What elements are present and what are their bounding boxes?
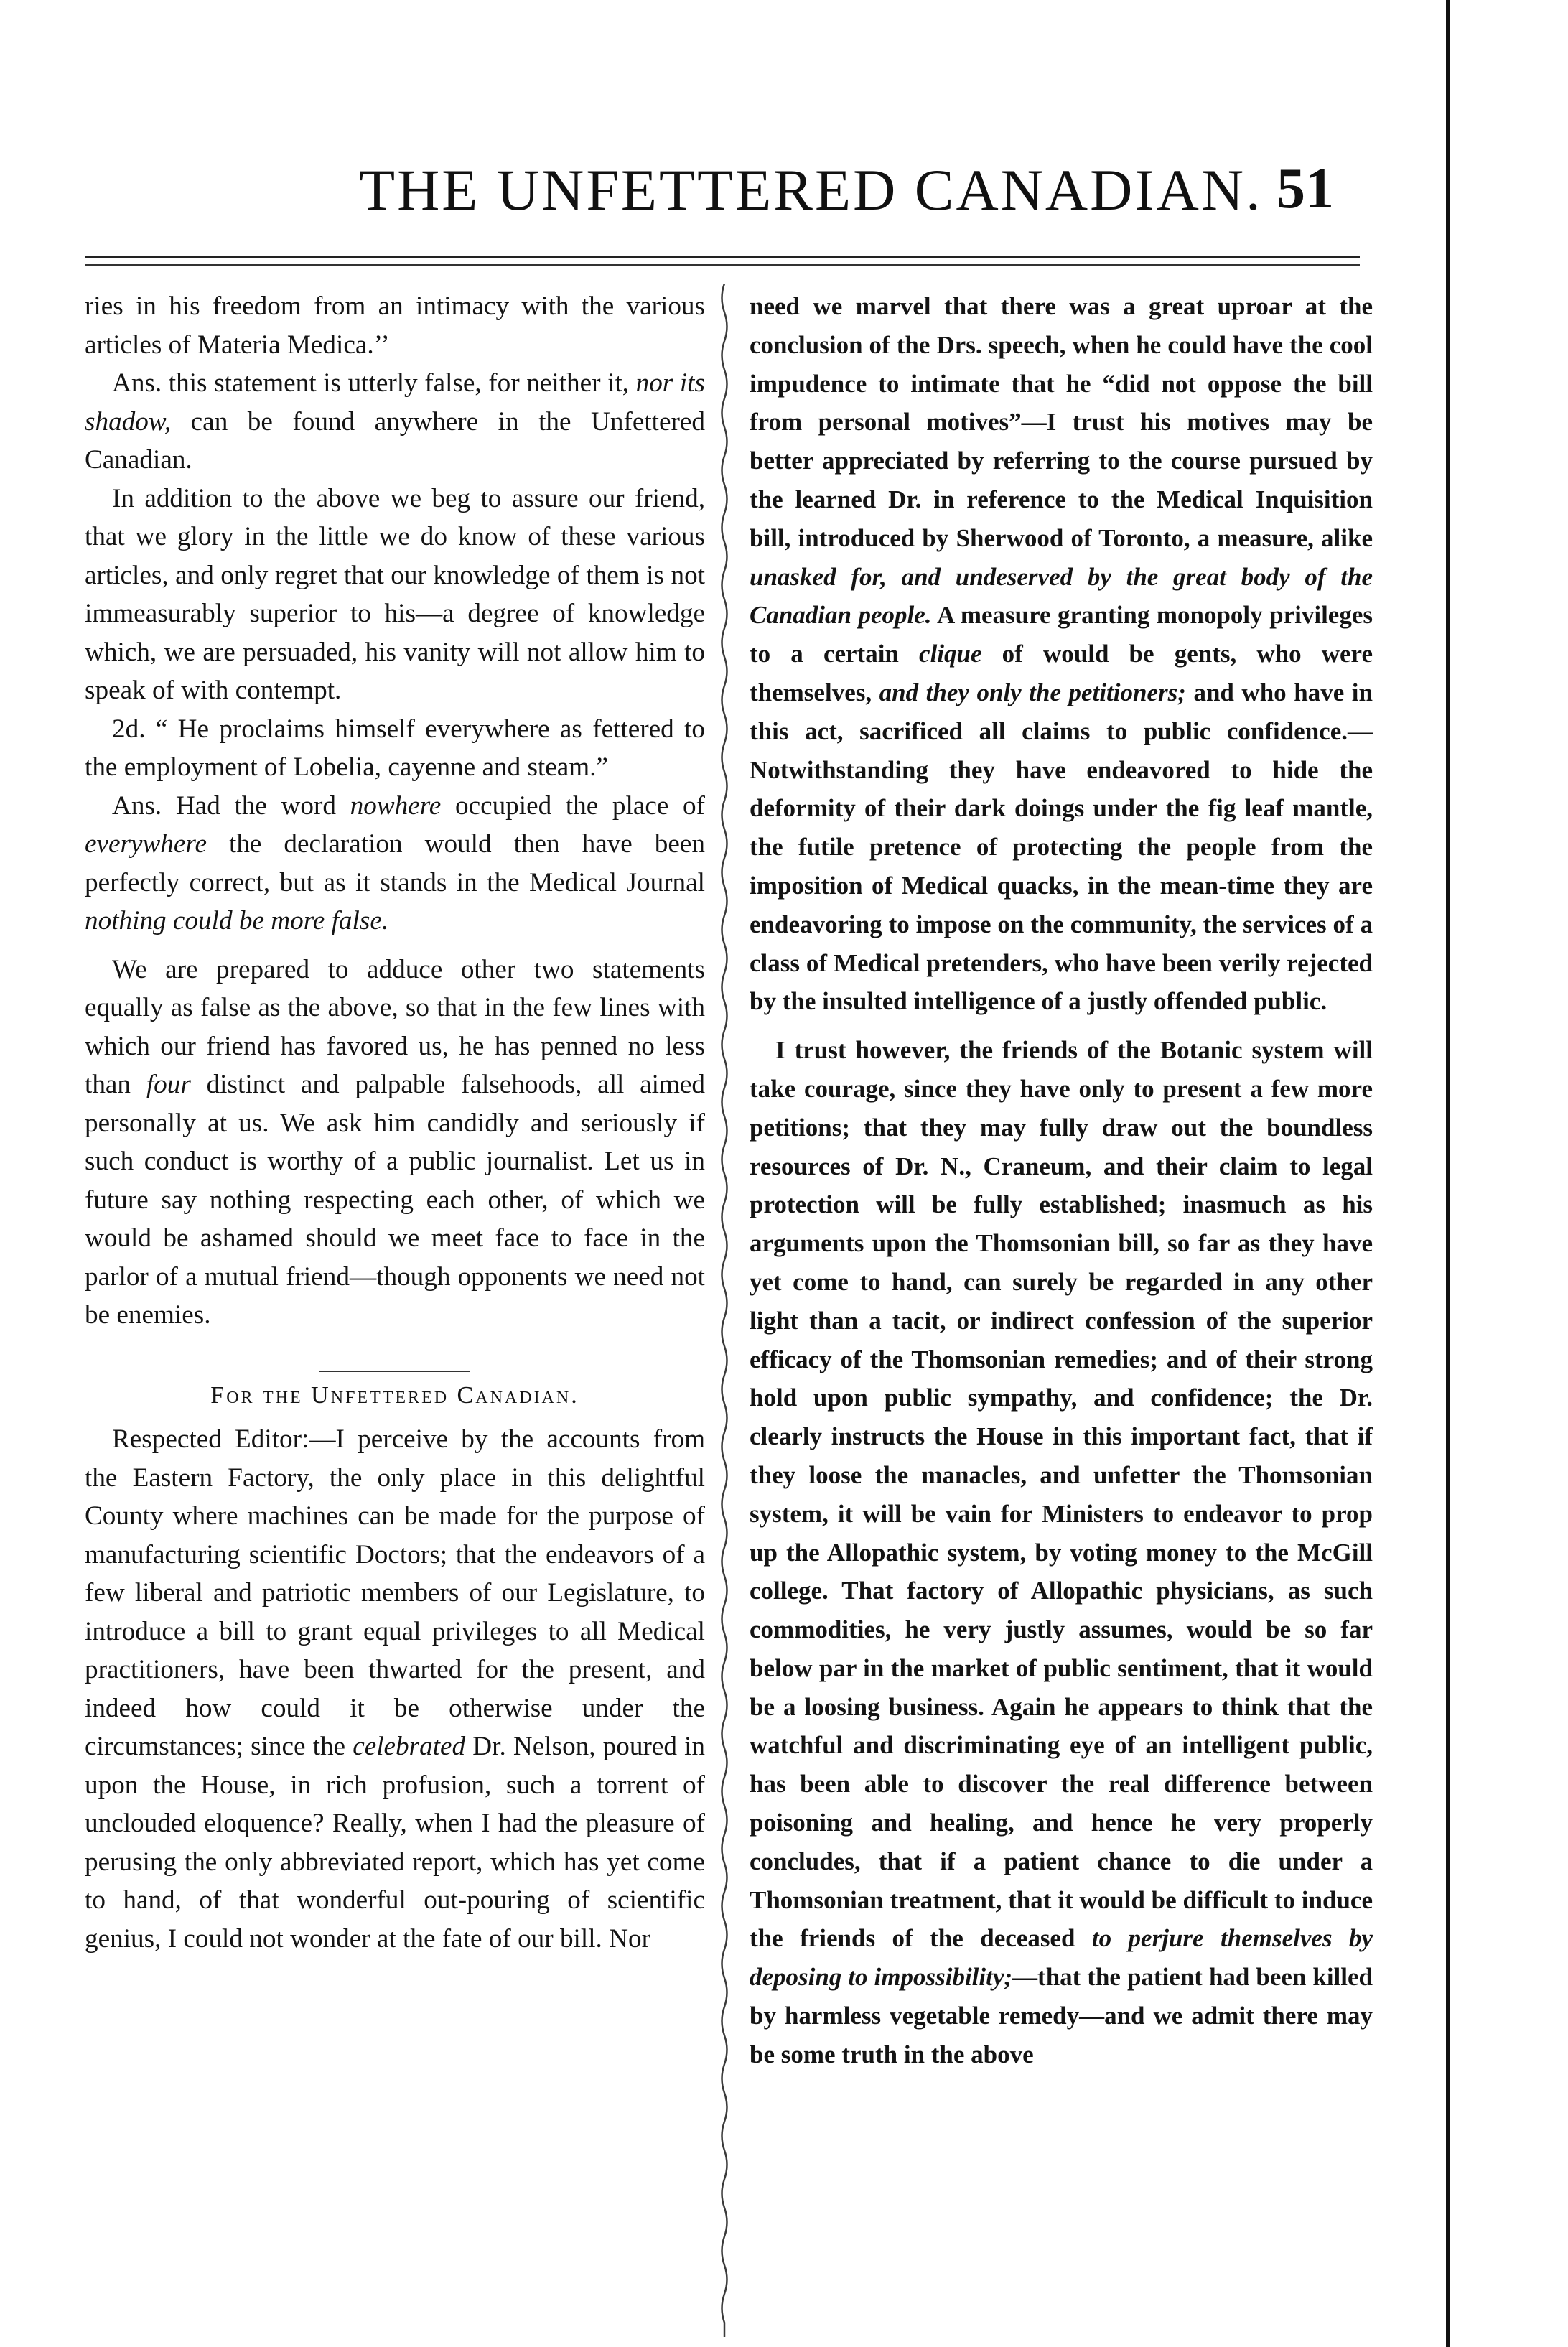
left-p7-text-b: Dr. Nelson, poured in upon the House, in rich profusion, such a torrent of unclouded eloquence? Really, when I had the pleasure of perusing the only abbreviated report, which has yet come to hand, of that wonderful out-pouring of scientific genius, I could not wonder at the fate of our bill. Nor bbox=[85, 1732, 705, 1954]
right-p1-text-c: of would be gents, who were themselves, bbox=[750, 640, 1373, 706]
left-p5-emphasis-1: nowhere bbox=[350, 790, 442, 821]
column-divider bbox=[714, 284, 735, 2337]
right-p1-text-a: need we marvel that there was a great uproar at the conclusion of the Drs. speech, when he could have the cool impudence to intimate that he “did not oppose the bill from personal motives”—I trust his motives may be better appreciated by referring to the course pursued by the learned Dr. in reference to the Medical Inquisition bill, introduced by Sherwood of Toronto, a measure, alike bbox=[750, 292, 1373, 552]
page-edge-border bbox=[1446, 0, 1450, 2347]
left-p2-text-a: Ans. this statement is utterly false, for neither it, bbox=[112, 368, 636, 398]
page-header bbox=[0, 157, 1443, 243]
right-paragraph-1 bbox=[750, 287, 1373, 1021]
left-p3-text: In addition to the above we beg to assure our friend, that we glory in the little we do know of these various articles, and only regret that our knowledge of them is not immeasurably superior to his—a degree of knowledge which, we are persuaded, his vanity will not allow him to speak of with contempt. bbox=[85, 483, 705, 705]
right-p2-text-a: I trust however, the friends of the Botanic system will take courage, since they have only to present a few more petitions; that they may fully draw out the boundless resources of Dr. N., Craneum, and their claim to legal protection will be fully established; inasmuch as his arguments upon the Thomsonian bill, so far as they have yet come to hand, can surely be regarded in any other light than a tacit, or indirect confession of the superior efficacy of the Thomsonian remedies; and of their strong hold upon public sympathy, and confidence; the Dr. clearly instructs the House in this important fact, that if they loose the manacles, and unfetter the Thomsonian system, it will be vain for Ministers to endeavor to prop up the Allopathic system, by voting money to the McGill college. That factory of Allopathic physicians, as such commodities, he very justly assumes, would be so far below par in the market of public sentiment, that it would be a loosing business. Again he appears to think that the watchful and discriminating eye of an intelligent public, has been able to discover the real difference between poisoning and healing, and hence he very properly concludes, that if a patient chance to die under a Thomsonian treatment, that it would be difficult to induce the friends of the deceased bbox=[750, 1036, 1373, 1953]
page-number: 51 bbox=[1277, 157, 1334, 220]
left-p6-text-a: We are prepared to adduce other two statements equally as false as the above, so that in the few lines with which our friend has favored us, he has penned no less than bbox=[85, 954, 705, 1099]
right-p1-emphasis-3: and they only the petitioners; bbox=[879, 678, 1186, 706]
left-paragraph-7 bbox=[85, 1420, 705, 1958]
right-p1-text-b: A measure granting monopoly privileges to a certain bbox=[750, 601, 1373, 668]
right-p2-emphasis: to perjure themselves by deposing to impossibility; bbox=[750, 1924, 1373, 1992]
left-p5-text-b: occupied the place of bbox=[441, 790, 705, 821]
left-paragraph-6 bbox=[85, 951, 705, 1335]
left-p5-text-a: Ans. Had the word bbox=[112, 790, 350, 821]
left-p7-emphasis: celebrated bbox=[353, 1732, 466, 1761]
left-paragraph-2 bbox=[85, 364, 705, 480]
left-p6-emphasis: four bbox=[146, 1070, 191, 1099]
right-p2-text-b: —that the patient had been killed by harmless vegetable remedy—and we admit there may be some truth in the above bbox=[750, 1963, 1373, 2068]
right-p1-text-d: and who have in this act, sacrificed all claims to public confidence.— Notwithstanding they have endeavored to hide the deformity of their dark doings under the fig leaf mantle, the futile pretence of protecting the people from the imposition of Medical quacks, in the mean-time they are endeavoring to impose on the community, the services of a class of Medical pretenders, who have been verily rejected by the insulted intelligence of a justly offended public. bbox=[750, 678, 1373, 1016]
right-p1-emphasis-2: clique bbox=[919, 640, 982, 668]
left-p1-text: ries in his freedom from an intimacy with the various articles of Materia Medica.’’ bbox=[85, 291, 705, 360]
section-flourish bbox=[85, 1352, 705, 1366]
left-p7-text-a: Respected Editor:—I perceive by the accounts from the Eastern Factory, the only place in this delightful County where machines can be made for the purpose of manufacturing scientific Doctors; that the endeavors of a few liberal and patriotic members of our Legislature, to introduce a bill to grant equal privileges to all Medical practitioners, have been thwarted for the present, and indeed how could it be otherwise under the circumstances; since the bbox=[85, 1424, 705, 1761]
section-heading: For the Unfettered Canadian. bbox=[210, 1381, 579, 1409]
running-title: THE UNFETTERED CANADIAN. bbox=[359, 157, 1263, 223]
left-p2-text-b: can be found anywhere in the Unfettered Canadian. bbox=[85, 406, 705, 475]
left-p6-text-b: distinct and palpable falsehoods, all aimed personally at us. We ask him candidly and seriously if such conduct is worthy of a public journalist. Let us in future say nothing respecting each other, of which we would be ashamed should we meet face to face in the parlor of a mutual friend—though opponents we need not be enemies. bbox=[85, 1070, 705, 1330]
left-p5-emphasis-3: nothing could be more false. bbox=[85, 906, 389, 935]
left-paragraph-4 bbox=[85, 710, 705, 787]
left-paragraph-5 bbox=[85, 787, 705, 941]
left-p2-emphasis: nor its shadow, bbox=[85, 368, 705, 437]
header-rule bbox=[85, 256, 1360, 266]
left-paragraph-1 bbox=[85, 287, 705, 364]
left-paragraph-3 bbox=[85, 480, 705, 710]
right-column bbox=[750, 287, 1373, 2326]
right-p1-emphasis-1: unasked for, and undeserved by the great body of the Canadian people. bbox=[750, 562, 1373, 630]
left-p5-emphasis-2: everywhere bbox=[85, 829, 207, 859]
left-p4-text: 2d. “ He proclaims himself everywhere as fettered to the employment of Lobelia, cayenne and steam.” bbox=[85, 714, 705, 782]
left-p5-text-c: the declaration would then have been perfectly correct, but as it stands in the Medical Journal bbox=[85, 829, 705, 897]
right-paragraph-2 bbox=[750, 1031, 1373, 2074]
left-column bbox=[85, 287, 705, 2326]
